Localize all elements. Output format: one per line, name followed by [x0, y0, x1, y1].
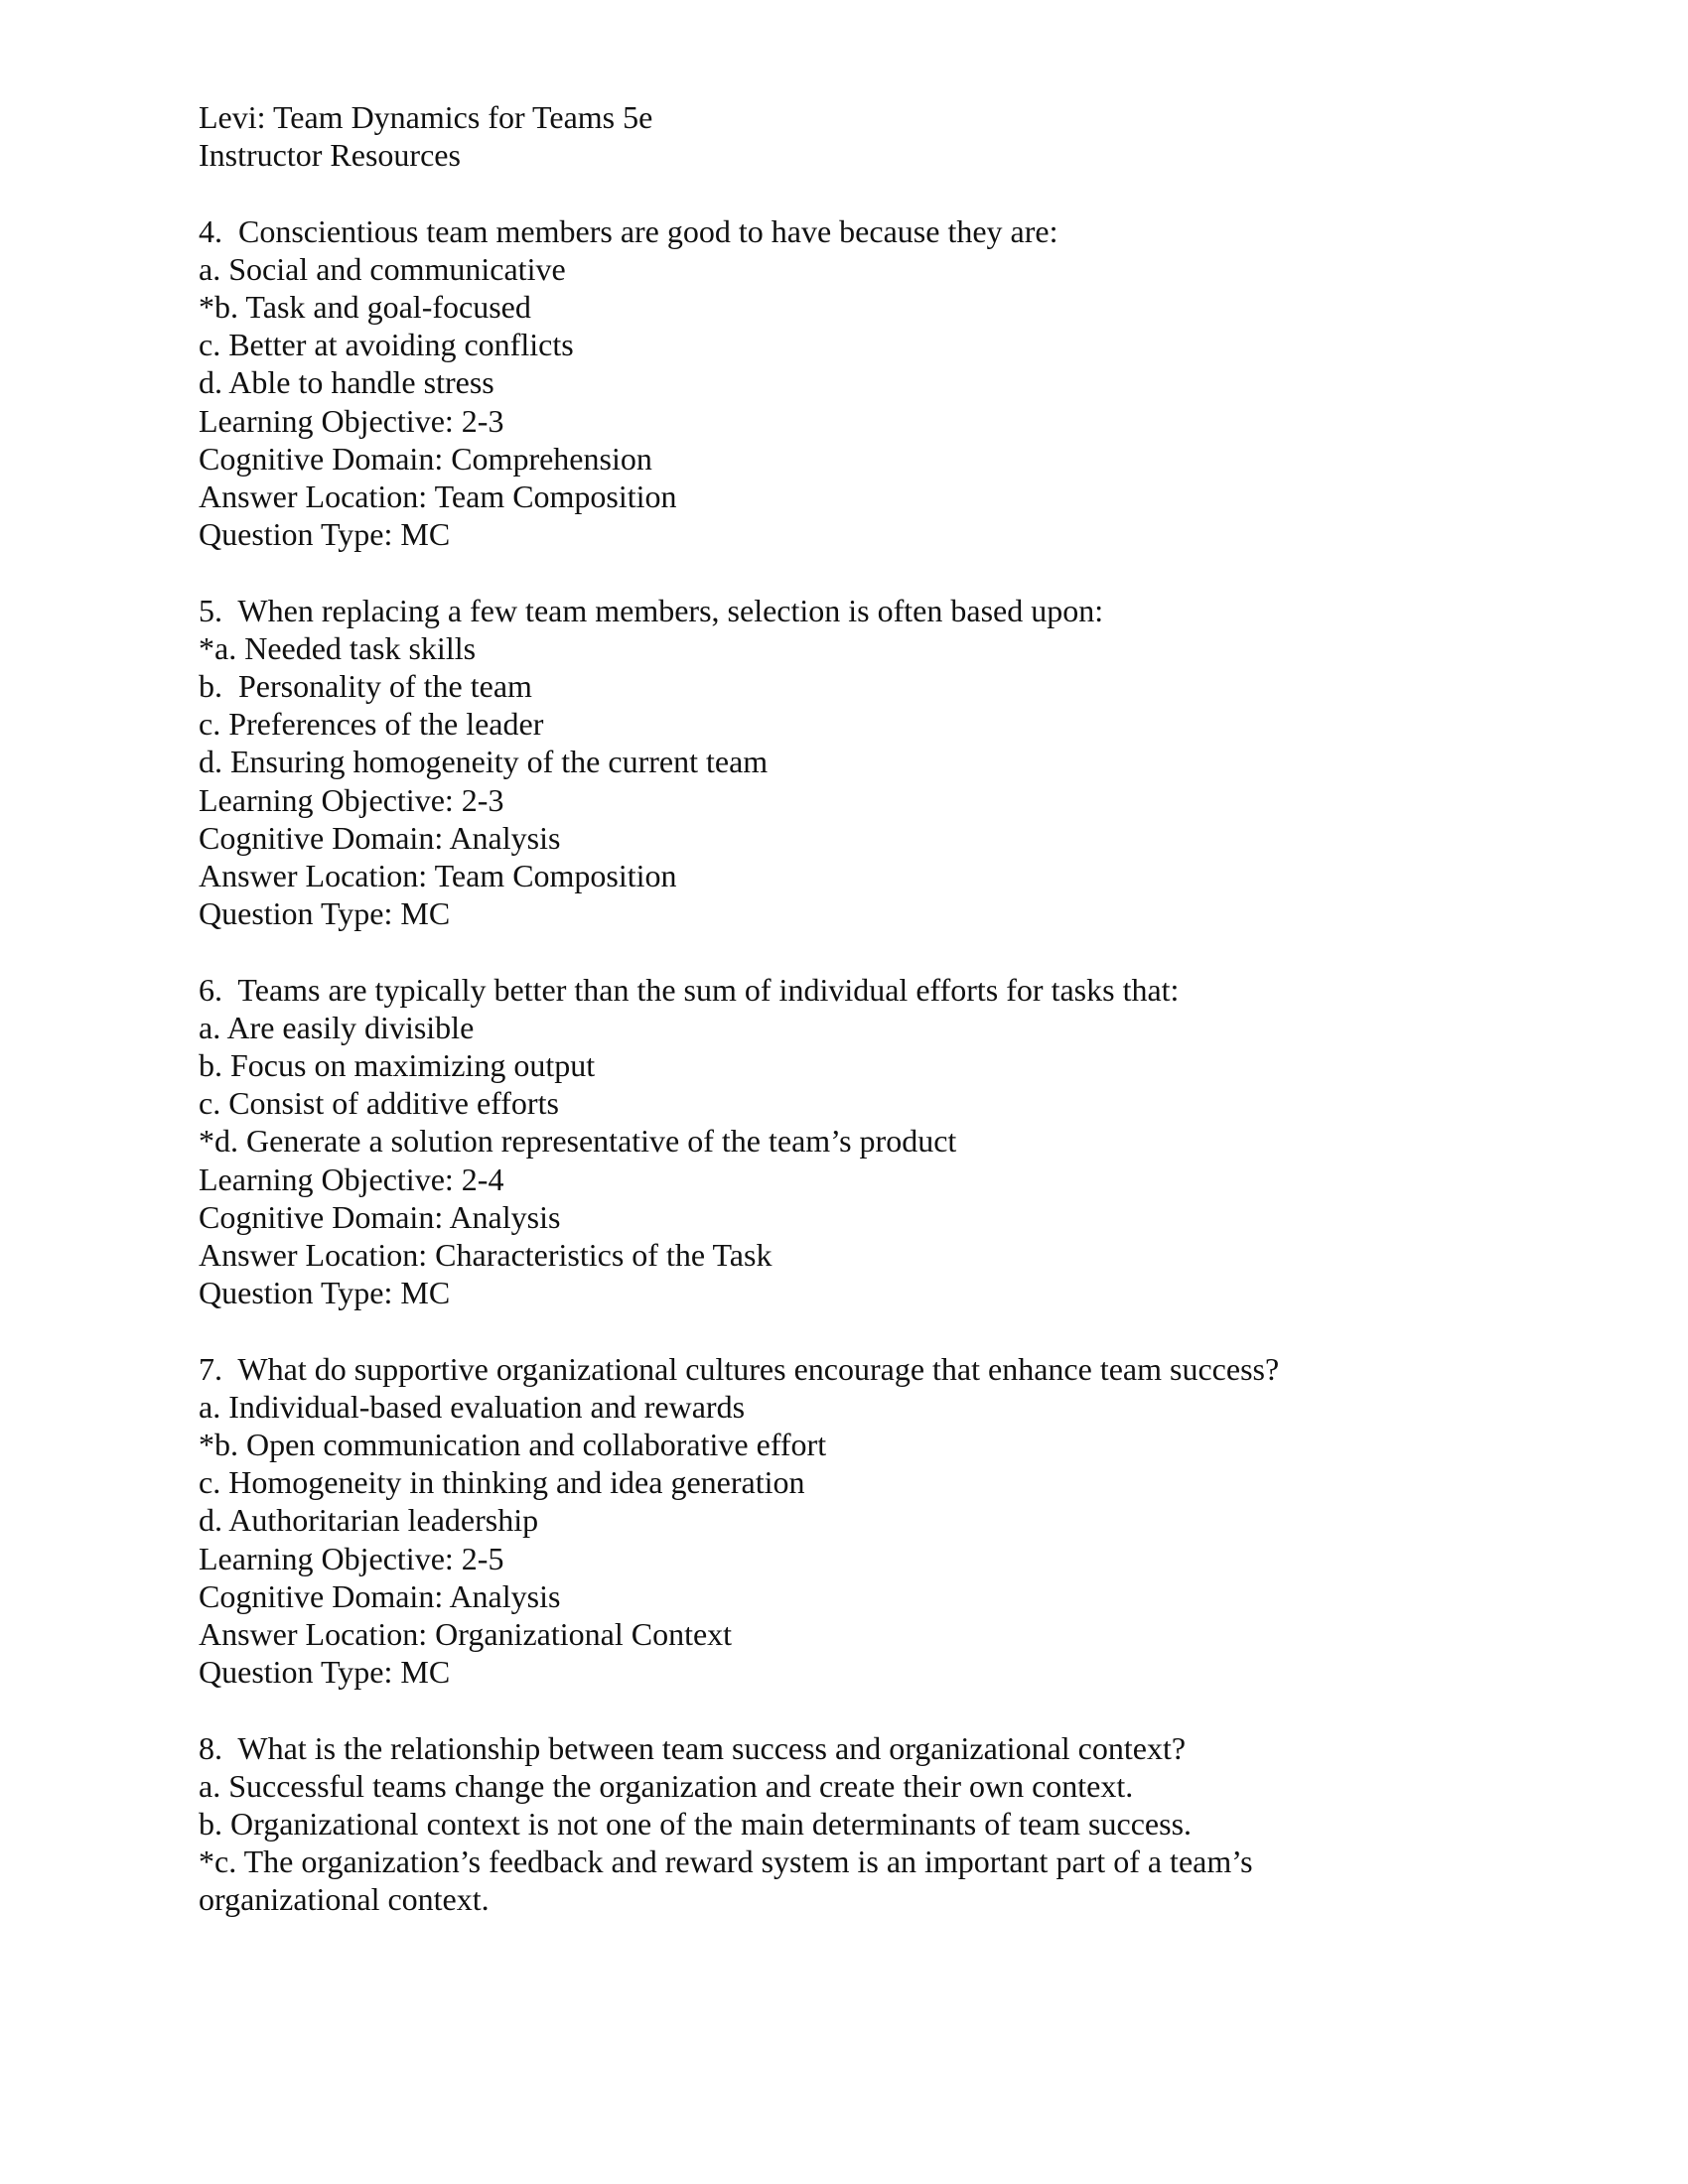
answer-option-c: *c. The organization’s feedback and reward system is an important part of a team’s: [199, 1843, 1253, 1880]
document-page: [199, 98, 1509, 1919]
answer-option-d: d. Able to handle stress: [199, 364, 494, 401]
answer-option-c: c. Preferences of the leader: [199, 706, 544, 743]
answer-option-b: *b. Task and goal-focused: [199, 289, 531, 325]
cognitive-domain: Cognitive Domain: Comprehension: [199, 440, 652, 477]
question-text: 7. What do supportive organizational cultures encourage that enhance team success?: [199, 1350, 1280, 1387]
cognitive-domain: Cognitive Domain: Analysis: [199, 819, 561, 856]
answer-option-b: b. Focus on maximizing output: [199, 1047, 596, 1084]
question-text: 5. When replacing a few team members, selection is often based upon:: [199, 592, 1104, 628]
answer-location: Answer Location: Team Composition: [199, 858, 677, 894]
learning-objective: Learning Objective: 2-4: [199, 1160, 504, 1197]
answer-option-c: c. Better at avoiding conflicts: [199, 327, 574, 363]
answer-option-b: b. Organizational context is not one of the main determinants of team success.: [199, 1806, 1193, 1843]
answer-option-a: a. Are easily divisible: [199, 1009, 475, 1045]
question-block-8: [199, 1729, 1509, 1919]
question-type: Question Type: MC: [199, 1654, 451, 1691]
question-block-4: [199, 212, 1509, 554]
answer-location: Answer Location: Organizational Context: [199, 1616, 733, 1653]
answer-location: Answer Location: Team Composition: [199, 478, 677, 515]
answer-option-a: a. Successful teams change the organization and create their own context.: [199, 1767, 1134, 1804]
answer-option-d: d. Authoritarian leadership: [199, 1502, 539, 1539]
answer-option-a: *a. Needed task skills: [199, 629, 477, 666]
answer-option-b: b. Personality of the team: [199, 668, 532, 705]
document-header: [199, 98, 1509, 174]
learning-objective: Learning Objective: 2-5: [199, 1540, 504, 1576]
answer-option-c: c. Consist of additive efforts: [199, 1085, 559, 1122]
question-type: Question Type: MC: [199, 1275, 451, 1311]
answer-location: Answer Location: Characteristics of the Task: [199, 1237, 773, 1274]
question-type: Question Type: MC: [199, 895, 451, 932]
question-type: Question Type: MC: [199, 516, 451, 553]
answer-option-a: a. Social and communicative: [199, 250, 566, 287]
answer-option-d: *d. Generate a solution representative of the team’s product: [199, 1123, 957, 1160]
learning-objective: Learning Objective: 2-3: [199, 781, 504, 818]
document-subtitle: Instructor Resources: [199, 137, 461, 174]
learning-objective: Learning Objective: 2-3: [199, 402, 504, 439]
question-text: 6. Teams are typically better than the sum of individual efforts for tasks that:: [199, 971, 1180, 1008]
answer-option-a: a. Individual-based evaluation and rewards: [199, 1388, 746, 1425]
document-title: Levi: Team Dynamics for Teams 5e: [199, 99, 653, 135]
question-block-6: [199, 971, 1509, 1312]
question-block-5: [199, 592, 1509, 933]
question-text: 4. Conscientious team members are good to have because they are:: [199, 212, 1058, 249]
cognitive-domain: Cognitive Domain: Analysis: [199, 1198, 561, 1235]
answer-option-b: *b. Open communication and collaborative effort: [199, 1427, 827, 1463]
answer-option-c: c. Homogeneity in thinking and idea generation: [199, 1464, 805, 1501]
question-text: 8. What is the relationship between team success and organizational context?: [199, 1729, 1187, 1766]
cognitive-domain: Cognitive Domain: Analysis: [199, 1577, 561, 1614]
question-block-7: [199, 1350, 1509, 1692]
answer-option-c-continued: organizational context.: [199, 1881, 490, 1918]
answer-option-d: d. Ensuring homogeneity of the current team: [199, 744, 769, 780]
